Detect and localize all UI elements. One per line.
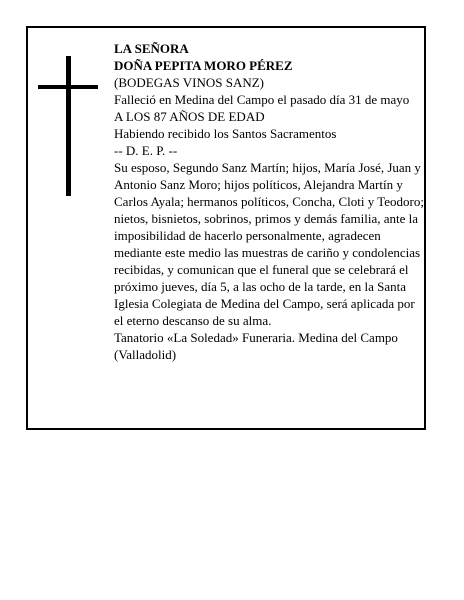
sacraments-line: Habiendo recibido los Santos Sacramentos bbox=[114, 126, 337, 141]
dep-line: -- D. E. P. -- bbox=[114, 143, 178, 158]
notice-title-line2: DOÑA PEPITA MORO PÉREZ bbox=[114, 58, 293, 73]
notice-content bbox=[114, 40, 426, 363]
funeral-home-footer: Tanatorio «La Soledad» Funeraria. Medina del Campo (Valladolid) bbox=[114, 330, 398, 362]
notice-body: Su esposo, Segundo Sanz Martín; hijos, María José, Juan y Antonio Sanz Moro; hijos políticos, Alejandra Martín y Carlos Ayala; hermanos políticos, Concha, Cloti y Teodoro; nietos, bisnietos, sobrinos, primos y demás familia, ante la imposibilidad de hacerlo personalmente, agradecen mediante este medio las muestras de cariño y condolencias recibidas, y comunican que el funeral que se celebrará el próximo jueves, día 5, a las ocho de la tarde, en la Santa Iglesia Colegiata de Medina del Campo, será aplicada por el eterno descanso de su alma. bbox=[114, 160, 424, 328]
company-name: (BODEGAS VINOS SANZ) bbox=[114, 75, 264, 90]
death-line: Falleció en Medina del Campo el pasado día 31 de mayo bbox=[114, 92, 410, 107]
obituary-notice bbox=[26, 26, 426, 430]
notice-title-line1: LA SEÑORA bbox=[114, 41, 189, 56]
age-line: A LOS 87 AÑOS DE EDAD bbox=[114, 109, 265, 124]
cross-icon bbox=[66, 56, 71, 196]
cross-icon-bar bbox=[38, 85, 98, 89]
